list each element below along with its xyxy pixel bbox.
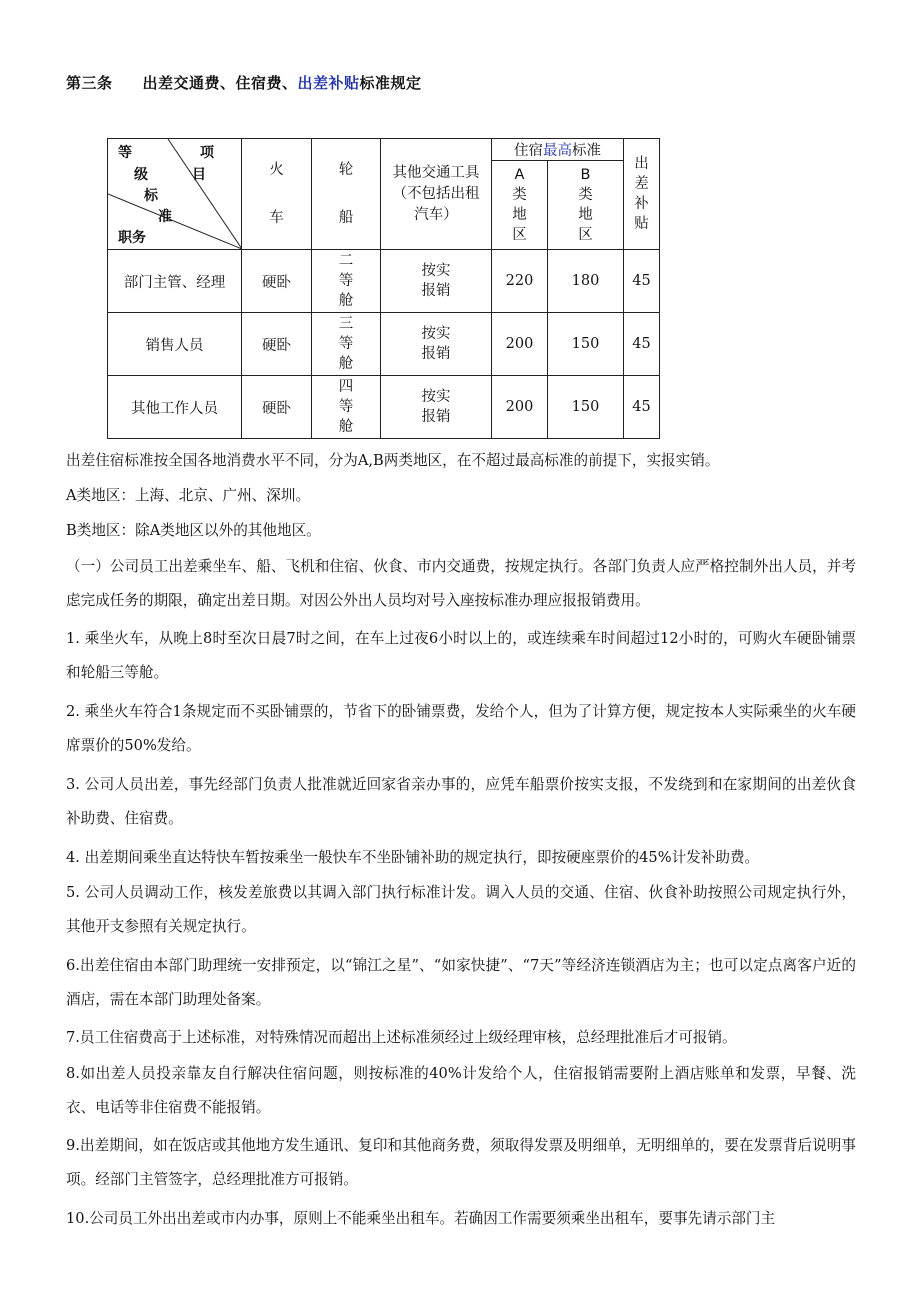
cell-ship-char: 四 [338,379,354,395]
article-heading [66,72,422,93]
heading-title-part2: 标准规定 [359,74,422,92]
header-class-b-char: 类 [578,187,593,204]
paragraph-lodging-standard: 出差住宿标准按全国各地消费水平不同，分为A,B两类地区，在不超过最高标准的前提下，实报实销。 [66,452,720,469]
header-other-transport: 其他交通工具（不包括出租汽车） [381,139,492,250]
heading-title-part1: 出差交通费、住宿费、 [142,74,298,92]
cell-other-line: 按实 [421,326,451,342]
cell-ship [312,313,381,376]
article-number: 第三条 [66,74,113,92]
header-train-char: 火 [269,162,284,178]
cell-class-b: 150 [548,313,624,376]
cell-train: 硬卧 [242,376,312,439]
cell-ship-char: 舱 [338,356,354,372]
cell-other [381,313,492,376]
cell-ship [312,250,381,313]
paragraph-rule-9: 9.出差期间，如在饭店或其他地方发生通讯、复印和其他商务费，须取得发票及明细单，无明细单的，要在发票背后说明事项。经部门主管签字，总经理批准方可报销。 [66,1137,856,1188]
header-train [242,139,312,250]
header-ship-char: 轮 [338,162,354,178]
cell-other-line: 报销 [421,409,451,425]
header-class-a [492,161,548,250]
header-class-a-char: 类 [512,187,527,204]
cell-other [381,376,492,439]
paragraph-rule-2: 2. 乘坐火车符合1条规定而不买卧铺票的，节省下的卧铺票费，发给个人，但为了计算方便，规定按本人实际乘坐的火车硬席票价的50%发给。 [66,703,856,754]
paragraph-rule-7: 7.员工住宿费高于上述标准，对特殊情况而超出上述标准须经过上级经理审核，总经理批准后才可报销。 [66,1029,737,1046]
header-class-a-char: A [514,167,525,184]
paragraph-rule-3: 3. 公司人员出差，事先经部门负责人批准就近回家省亲办事的，应凭车船票价按实支报，不发绕到和在家期间的出差伙食补助费、住宿费。 [66,776,856,827]
cell-ship-char: 等 [338,399,354,415]
cell-ship-char: 舱 [338,293,354,309]
corner-label-std-a: 标 [144,188,158,204]
header-allowance-char: 出 [634,156,649,172]
paragraph-class-a: A类地区：上海、北京、广州、深圳。 [66,487,311,504]
travel-standard-table [107,138,660,439]
paragraph-rule-6: 6.出差住宿由本部门助理统一安排预定，以“锦江之星”、“如家快捷”、“7天”等经济连锁酒店为主；也可以定点离客户近的酒店，需在本部门助理处备案。 [66,957,856,1008]
cell-class-a: 220 [492,250,548,313]
cell-ship [312,376,381,439]
cell-allowance: 45 [624,376,660,439]
header-lodging-blue: 最高 [543,143,572,160]
header-class-a-char: 区 [512,227,527,244]
cell-class-a: 200 [492,313,548,376]
cell-allowance: 45 [624,250,660,313]
header-class-a-char: 地 [512,207,527,224]
cell-ship-char: 等 [338,273,354,289]
cell-ship-char: 三 [338,316,354,332]
header-lodging [492,139,624,161]
cell-other-line: 按实 [421,389,451,405]
cell-ship-char: 二 [338,253,354,269]
corner-label-std-b: 准 [158,209,172,225]
paragraph-rule-1: 1. 乘坐火车，从晚上8时至次日晨7时之间，在车上过夜6小时以上的，或连续乘车时间超过12小时的，可购火车硬卧铺票和轮船三等舱。 [66,630,856,681]
cell-train: 硬卧 [242,250,312,313]
corner-label-level-b: 目 [192,167,206,183]
cell-other-line: 报销 [421,346,451,362]
table-row [108,376,660,439]
header-class-b [548,161,624,250]
cell-train: 硬卧 [242,313,312,376]
header-class-b-char: B [580,167,591,184]
paragraph-rule-4: 4. 出差期间乘坐直达特快车暂按乘坐一般快车不坐卧铺补助的规定执行，即按硬座票价的45%计发补助费。 [66,849,760,866]
header-ship-char: 船 [338,210,354,226]
paragraph-rule-10: 10.公司员工外出出差或市内办事，原则上不能乘坐出租车。若确因工作需要须乘坐出租车，要事先请示部门主 [66,1210,776,1227]
header-allowance-char: 差 [634,176,649,192]
heading-title-blue: 出差补贴 [297,74,360,92]
paragraph-section-1: （一）公司员工出差乘坐车、船、飞机和住宿、伙食、市内交通费，按规定执行。各部门负责人应严格控制外出人员，并考虑完成任务的期限，确定出差日期。对因公外出人员均对号入座按标准办理应报报销费用。 [66,558,856,609]
corner-label-position: 职务 [118,230,146,246]
cell-other-line: 报销 [421,283,451,299]
table-row [108,313,660,376]
corner-label-item-b: 项 [200,145,214,161]
cell-position: 销售人员 [108,313,242,376]
header-allowance-char: 补 [634,196,649,212]
header-lodging-prefix: 住宿 [514,143,543,160]
corner-header-cell [108,139,242,250]
header-class-b-char: 地 [578,207,593,224]
cell-class-a: 200 [492,376,548,439]
cell-class-b: 150 [548,376,624,439]
cell-position: 其他工作人员 [108,376,242,439]
cell-allowance: 45 [624,313,660,376]
paragraph-rule-5: 5. 公司人员调动工作，核发差旅费以其调入部门执行标准计发。调入人员的交通、住宿、伙食补助按照公司规定执行外，其他开支参照有关规定执行。 [66,884,856,935]
paragraph-class-b: B类地区：除A类地区以外的其他地区。 [66,522,321,539]
cell-ship-char: 舱 [338,419,354,435]
header-ship [312,139,381,250]
corner-label-level-a: 级 [134,167,148,183]
cell-ship-char: 等 [338,336,354,352]
header-allowance [624,139,660,250]
cell-class-b: 180 [548,250,624,313]
header-train-char: 车 [269,210,284,226]
corner-label-item-a: 等 [118,145,132,161]
header-allowance-char: 贴 [634,216,649,232]
paragraph-rule-8: 8.如出差人员投亲靠友自行解决住宿问题，则按标准的40%计发给个人，住宿报销需要附上酒店账单和发票，早餐、洗衣、电话等非住宿费不能报销。 [66,1065,856,1116]
header-class-b-char: 区 [578,227,593,244]
cell-position: 部门主管、经理 [108,250,242,313]
cell-other [381,250,492,313]
table-row [108,250,660,313]
header-lodging-suffix: 标准 [572,143,601,160]
cell-other-line: 按实 [421,263,451,279]
